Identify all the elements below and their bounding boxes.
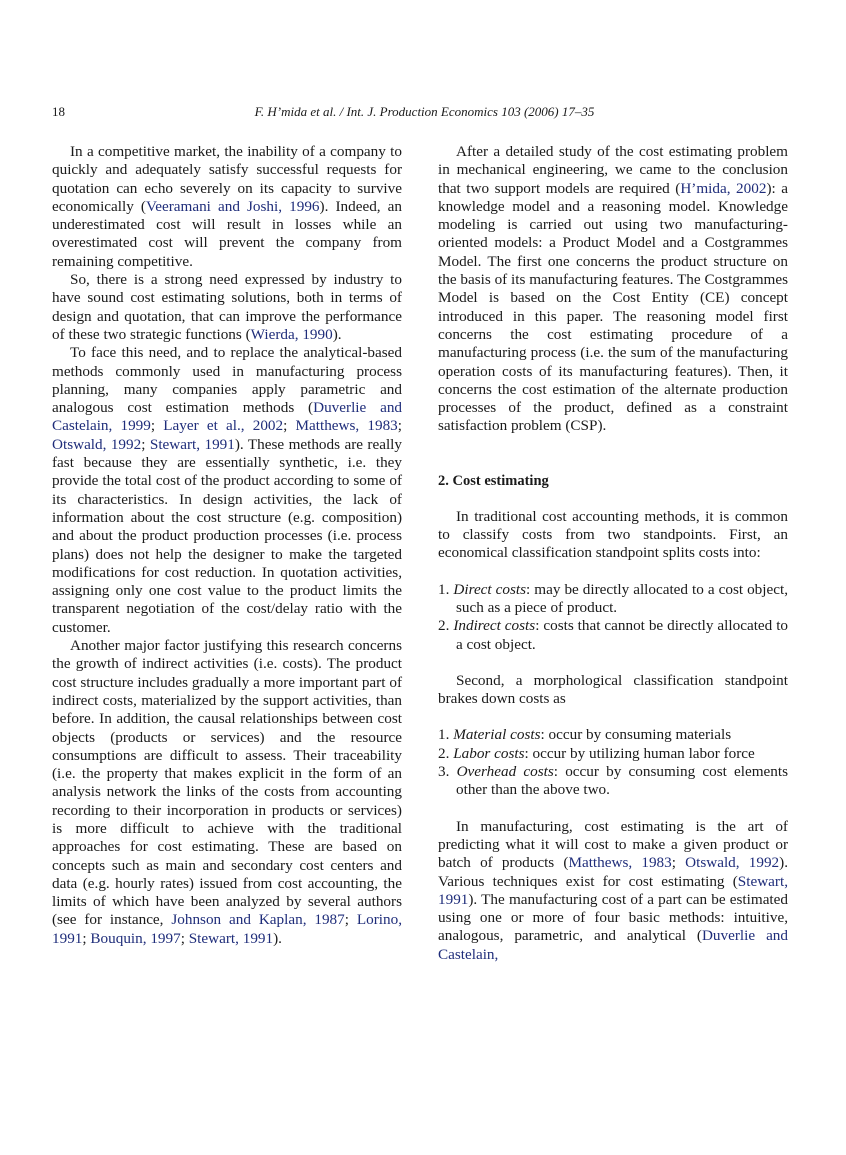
text: ). Indeed, an underestimated cost will result in losses while an overestimated cost will prevent the company from remaining competitive. [52, 197, 403, 270]
text: ; [671, 854, 686, 872]
text: Another major factor justifying this research concerns the growth of indirect activities (i.e. costs). The product cost structure includes gradually a more important part of indirect costs, materialized by the support activities, than before. In addition, the causal relationships between cost objects (products or services) and the resource consumptions are difficult to assess. Their traceability (i.e. the property that makes explicit in the form of an analysis network the links of the costs from accounting recording to their incorporation in products or services) is more difficult to achieve with the traditional approaches for cost estimating. These are based on concepts such as main and secondary cost centers and data (e.g. hourly rates) issued from cost accounting, the limits of which have been analyzed by several authors (see for instance, [52, 637, 402, 929]
list-number: 3. [438, 763, 457, 781]
description: : occur by utilizing human labor force [524, 744, 755, 762]
running-title: F. H’mida et al. / Int. J. Production Economics 103 (2006) 17–35 [254, 104, 595, 119]
spacer [438, 654, 788, 672]
citation-link[interactable]: Bouquin, 1997 [90, 929, 181, 947]
page-header [52, 104, 797, 124]
list-item [438, 745, 788, 763]
citation-link[interactable]: Layer et al., 2002 [163, 417, 284, 435]
page-number: 18 [52, 104, 65, 119]
citation-link[interactable]: Johnson and Kaplan, 1987 [171, 911, 345, 929]
text: ; [283, 417, 296, 435]
citation-link[interactable]: Duverlie and Castelain, 1999 [52, 399, 403, 435]
citation-link[interactable]: Stewart, 1991 [438, 872, 788, 908]
text: After a detailed study of the cost estimating problem in mechanical engineering, we came to the conclusion that two support models are required ( [438, 143, 788, 197]
paragraph: Second, a morphological classification standpoint brakes down costs as [438, 671, 788, 708]
text: ). These methods are really fast because they are essentially synthetic, i.e. they provide the total cost of the product according to some of its characteristics. In design activities, the lack of information about the cost structure (e.g. composition) and about the product production processes (i.e. process plans) does not help the designer to make the targeted modifications for cost reduction. In quotation activities, assigning only one cost value to the product limits the transparent negotiation of the cost/delay ratio with the customer. [52, 435, 402, 636]
paragraph [438, 818, 788, 964]
spacer [438, 436, 788, 472]
text: ; [344, 911, 357, 929]
text: In a competitive market, the inability of a company to quickly and adequately satisfy successful requests for quotation can echo severely on its capacity to survive economically ( [52, 143, 402, 215]
text: ; [180, 929, 189, 947]
list-item [438, 581, 788, 618]
citation-link[interactable]: H’mida, 2002 [680, 179, 767, 197]
citation-link[interactable]: Stewart, 1991 [188, 929, 274, 947]
spacer [438, 490, 788, 508]
list-number: 2. [438, 617, 454, 635]
citation-link[interactable]: Otswald, 1992 [52, 435, 142, 453]
spacer [438, 563, 788, 581]
text: So, there is a strong need expressed by industry to have sound cost estimating solutions, both in terms of design and quotation, that can improve the performance of these two strategic functions ( [52, 271, 402, 343]
text: ). Various techniques exist for cost estimating ( [438, 854, 788, 890]
term: Overhead costs [456, 763, 554, 781]
description: : may be directly allocated to a cost object, such as a piece of product. [456, 580, 788, 616]
term: Material costs [453, 726, 541, 744]
text: ; [82, 929, 91, 947]
spacer [438, 708, 788, 726]
spacer [438, 800, 788, 818]
text: In manufacturing, cost estimating is the art of predicting what it will cost to make a given product or batch of products ( [438, 817, 788, 872]
text: ; [141, 435, 150, 453]
economical-classification-list [438, 581, 788, 654]
list-item [438, 617, 788, 654]
citation-link[interactable]: Stewart, 1991 [149, 435, 235, 453]
description: : costs that cannot be directly allocated to a cost object. [456, 617, 789, 653]
term: Direct costs [453, 580, 527, 598]
term: Indirect costs [453, 617, 536, 635]
list-number: 2. [438, 744, 454, 762]
morphological-classification-list [438, 726, 788, 799]
left-column [52, 143, 402, 948]
term: Labor costs [453, 744, 525, 762]
citation-link[interactable]: Lorino, 1991 [52, 911, 402, 947]
paragraph [52, 271, 402, 344]
citation-link[interactable]: Veeramani and Joshi, 1996 [145, 197, 320, 215]
citation-link[interactable]: Matthews, 1983 [568, 854, 672, 872]
list-item [438, 763, 788, 800]
section-heading: 2. Cost estimating [438, 472, 549, 489]
list-number: 1. [438, 580, 454, 598]
paragraph [52, 344, 402, 637]
right-column [438, 143, 788, 964]
paragraph [438, 143, 788, 436]
text: ). [273, 929, 282, 947]
text: To face this need, and to replace the analytical-based methods commonly used in manufacturing process planning, many companies apply parametric and analogous cost estimation methods ( [52, 344, 402, 417]
description: : occur by consuming cost elements other than the above two. [456, 763, 789, 799]
list-number: 1. [438, 726, 454, 744]
text: ). [332, 325, 342, 343]
text: ; [397, 417, 402, 435]
description: : occur by consuming materials [540, 726, 732, 744]
paragraph [52, 143, 402, 271]
citation-link[interactable]: Otswald, 1992 [685, 854, 780, 872]
citation-link[interactable]: Duverlie and Castelain, [438, 927, 788, 963]
list-item [438, 726, 788, 744]
text: ). The manufacturing cost of a part can be estimated using one or more of four basic methods: intuitive, analogous, parametric, and analytical ( [438, 890, 788, 945]
paragraph: In traditional cost accounting methods, it is common to classify costs from two standpoints. First, an economical classification standpoint splits costs into: [438, 507, 788, 562]
paragraph [52, 637, 402, 948]
citation-link[interactable]: Matthews, 1983 [295, 417, 398, 435]
text: ; [150, 417, 164, 435]
text: ): a knowledge model and a reasoning model. Knowledge modeling is carried out using two manufacturing-oriented models: a Product Model and a Costgrammes Model. The first one concerns the product structure on the basis of its manufacturing features. The Costgrammes Model is based on the Cost Entity (CE) concept introduced in this paper. The reasoning model first concerns the cost estimating procedure of a manufacturing process (i.e. the sum of the manufacturing operation costs of its manufacturing features). Then, it concerns the cost estimation of the alternate production processes of the product, defined as a constraint satisfaction problem (CSP). [438, 179, 788, 435]
citation-link[interactable]: Wierda, 1990 [250, 325, 333, 343]
